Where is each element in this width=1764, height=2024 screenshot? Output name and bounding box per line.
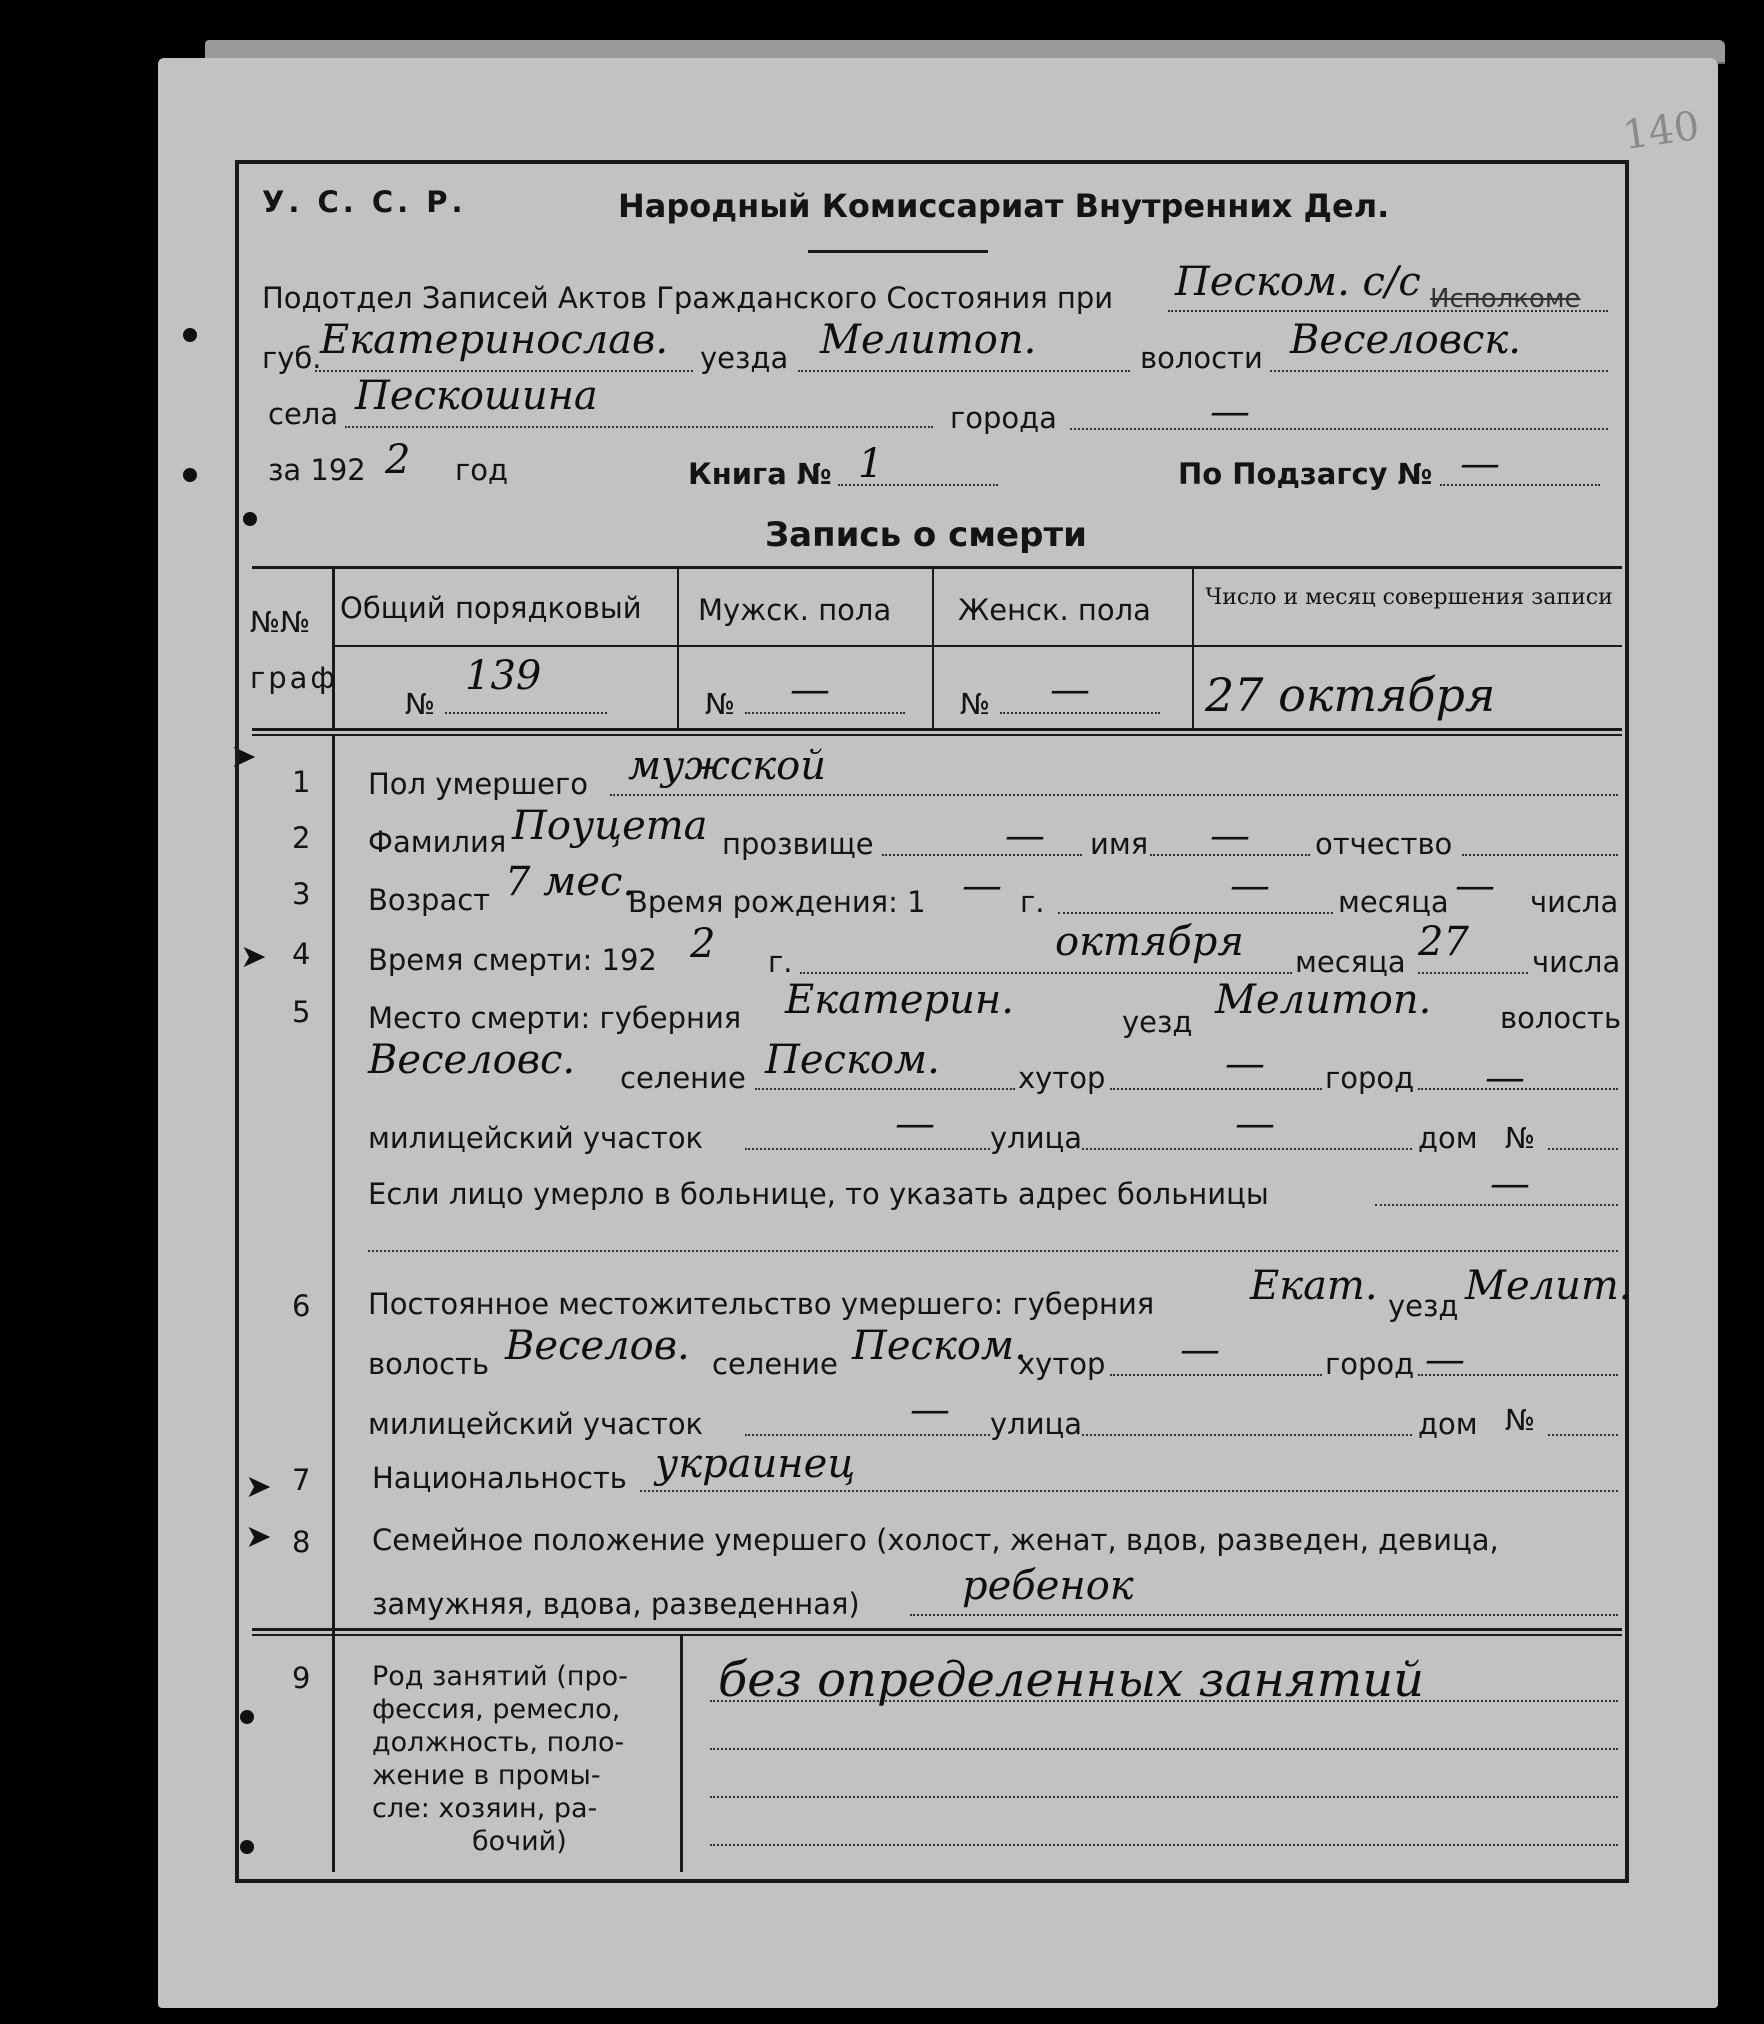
occupation-label-line: Род занятий (про- <box>372 1661 628 1692</box>
row-number: 1 <box>292 765 311 799</box>
col-nn-label: №№ <box>250 605 311 639</box>
gub-value: Екатеринослав. <box>320 317 669 363</box>
birth-day-label: числа <box>1530 885 1619 919</box>
birth-day-value: — <box>1455 863 1495 909</box>
marital-label-line2: замужняя, вдова, разведенная) <box>372 1587 860 1621</box>
row-number: 7 <box>292 1463 311 1497</box>
fill-line <box>1082 1434 1412 1436</box>
col-male-label: Мужск. пола <box>698 593 892 627</box>
gorod-value: — <box>1210 389 1250 435</box>
year-value: 2 <box>385 437 411 483</box>
death-place-khutor-label: хутор <box>1018 1061 1106 1095</box>
subdept-label: Подотдел Записей Актов Гражданского Состояния при <box>262 281 1114 315</box>
col-general-label: Общий порядковый <box>340 591 642 625</box>
republic-heading: У. С. С. Р. <box>262 185 467 219</box>
death-place-volost-label: волость <box>1500 1001 1622 1035</box>
table-col-divider <box>332 566 335 728</box>
general-no-sign: № <box>405 687 436 721</box>
fill-line <box>1110 1374 1322 1376</box>
birth-month-value: — <box>1230 863 1270 909</box>
residence-gorod-value: — <box>1425 1337 1465 1383</box>
death-place-gorod-label: город <box>1325 1061 1415 1095</box>
death-street-value: — <box>1235 1101 1275 1147</box>
nationality-value: украинец <box>655 1441 856 1487</box>
occupation-label-line: жение в промы- <box>372 1760 601 1791</box>
marital-value: ребенок <box>962 1563 1134 1609</box>
margin-arrow-mark: ➤ <box>245 1517 272 1555</box>
fill-line <box>800 972 1292 974</box>
book-label: Книга № <box>688 457 832 491</box>
occupation-label-line: фессия, ремесло, <box>372 1694 621 1725</box>
death-year-value: 2 <box>690 921 716 967</box>
podzagsu-value: — <box>1460 441 1500 487</box>
fill-line <box>1070 428 1608 430</box>
name-value: — <box>1210 813 1250 859</box>
residence-gorod-label: город <box>1325 1347 1415 1381</box>
hospital-label: Если лицо умерло в больнице, то указать адрес больницы <box>368 1177 1269 1211</box>
death-year-suffix: г. <box>768 945 793 979</box>
subdept-value: Песком. с/с <box>1175 259 1421 305</box>
death-place-volost-value: Веселовс. <box>368 1037 576 1083</box>
fill-line <box>1270 370 1608 372</box>
margin-arrow-mark: ➤ <box>240 937 267 975</box>
year-prefix: за 192 <box>268 453 366 487</box>
table-top-rule <box>252 566 1622 569</box>
birth-year-suffix: г. <box>1020 885 1045 919</box>
residence-khutor-label: хутор <box>1018 1347 1106 1381</box>
residence-volost-value: Веселов. <box>505 1323 690 1369</box>
volost-value: Веселовск. <box>1290 317 1521 363</box>
female-number-value: — <box>1050 667 1090 713</box>
gub-label: губ. <box>262 341 322 375</box>
fill-line <box>745 1434 990 1436</box>
age-label: Возраст <box>368 883 491 917</box>
death-month-label: месяца <box>1295 945 1406 979</box>
residence-house-label: дом <box>1418 1407 1478 1441</box>
residence-khutor-value: — <box>1180 1327 1220 1373</box>
death-place-selo-label: селение <box>620 1061 746 1095</box>
commissariat-heading: Народный Комиссариат Внутренних Дел. <box>618 187 1390 225</box>
surname-value: Поуцета <box>512 803 708 849</box>
row-number: 6 <box>292 1289 311 1323</box>
surname-label: Фамилия <box>368 825 507 859</box>
table-col-divider <box>1192 566 1194 728</box>
fill-line <box>315 370 693 372</box>
header-divider <box>808 250 988 253</box>
year-suffix: год <box>455 453 509 487</box>
margin-arrow-mark: ➤ <box>230 737 257 775</box>
death-sex-label: Пол умершего <box>368 767 588 801</box>
death-militia-label: милицейский участок <box>368 1121 704 1155</box>
selo-label: села <box>268 397 339 431</box>
volost-label: волости <box>1140 341 1263 375</box>
birth-time-label: Время рождения: 1 <box>628 885 926 919</box>
row-number: 2 <box>292 821 311 855</box>
death-place-uezd-label: уезд <box>1122 1005 1193 1039</box>
residence-uezd-label: уезд <box>1388 1289 1459 1323</box>
death-street-label: улица <box>990 1121 1083 1155</box>
occupation-label-line: должность, поло- <box>372 1727 625 1758</box>
table-col-divider <box>677 566 679 728</box>
fill-line <box>445 712 607 714</box>
death-house-sign: № <box>1505 1121 1536 1155</box>
age-value: 7 мес. <box>505 859 636 905</box>
row-number: 3 <box>292 877 311 911</box>
occupation-column-rule <box>680 1636 683 1872</box>
fill-line <box>882 854 1082 856</box>
residence-street-label: улица <box>990 1407 1083 1441</box>
fill-line <box>610 794 1618 796</box>
fill-line <box>710 1796 1618 1798</box>
fill-line <box>345 426 933 428</box>
birth-year-value: — <box>962 863 1002 909</box>
row-number: 4 <box>292 937 311 971</box>
occupation-label <box>372 1660 672 1858</box>
residence-gub-value: Екат. <box>1250 1263 1378 1309</box>
death-place-uezd-value: Мелитоп. <box>1215 977 1432 1023</box>
table-bottom-rule <box>252 734 1622 736</box>
record-title: Запись о смерти <box>765 515 1087 555</box>
margin-arrow-mark: ➤ <box>245 1467 272 1505</box>
fill-line <box>1058 912 1333 914</box>
fill-line <box>1548 1148 1618 1150</box>
death-place-gub-value: Екатерин. <box>785 977 1014 1023</box>
row-number: 5 <box>292 995 311 1029</box>
occupation-label-line: сле: хозяин, ра- <box>372 1793 598 1824</box>
record-date-value: 27 октября <box>1205 668 1496 722</box>
podzagsu-label: По Подзагсу № <box>1178 457 1433 491</box>
fill-line <box>1082 1148 1412 1150</box>
male-number-value: — <box>790 667 830 713</box>
residence-militia-value: — <box>910 1387 950 1433</box>
death-day-label: числа <box>1532 945 1621 979</box>
death-time-label: Время смерти: 192 <box>368 943 657 977</box>
binding-hole <box>183 468 197 482</box>
number-column-rule <box>332 734 335 1872</box>
residence-volost-label: волость <box>368 1347 490 1381</box>
marital-label-line1: Семейное положение умершего (холост, женат, вдов, разведен, девица, <box>372 1523 1499 1557</box>
death-place-selo-value: Песком. <box>765 1037 940 1083</box>
death-day-value: 27 <box>1418 919 1469 965</box>
archive-page-number: 140 <box>1619 102 1702 160</box>
death-militia-value: — <box>895 1101 935 1147</box>
fill-line <box>640 1490 1618 1492</box>
row-number: 8 <box>292 1525 311 1559</box>
death-sex-value: мужской <box>628 743 826 789</box>
residence-house-sign: № <box>1505 1403 1536 1437</box>
gorod-label: города <box>950 401 1057 435</box>
nationality-label: Национальность <box>372 1461 627 1495</box>
book-value: 1 <box>858 441 884 487</box>
fill-line <box>745 1148 990 1150</box>
death-month-value: октября <box>1055 919 1244 965</box>
fill-line <box>1110 1088 1322 1090</box>
patronymic-label: отчество <box>1315 827 1453 861</box>
fill-line <box>368 1250 1618 1252</box>
uezd-value: Мелитоп. <box>820 317 1037 363</box>
fill-line <box>710 1844 1618 1846</box>
nickname-label: прозвище <box>722 827 874 861</box>
col-female-label: Женск. пола <box>958 593 1151 627</box>
residence-selo-label: селение <box>712 1347 838 1381</box>
row-number: 9 <box>292 1661 311 1695</box>
col-date-label: Число и месяц совершения записи <box>1205 585 1613 610</box>
fill-line <box>1418 972 1528 974</box>
fill-line <box>755 1088 1015 1090</box>
fill-line <box>710 1748 1618 1750</box>
female-no-sign: № <box>960 687 991 721</box>
residence-militia-label: милицейский участок <box>368 1407 704 1441</box>
section-rule <box>252 1628 1622 1631</box>
binding-hole <box>183 328 197 342</box>
death-place-gorod-value: — <box>1485 1055 1525 1101</box>
name-label: имя <box>1090 827 1149 861</box>
selo-value: Пескошина <box>355 373 598 419</box>
table-mid-rule <box>335 645 1622 647</box>
occupation-value: без определенных занятий <box>718 1652 1425 1708</box>
nickname-value: — <box>1005 813 1045 859</box>
death-place-khutor-value: — <box>1225 1041 1265 1087</box>
occupation-label-line: бочий) <box>472 1826 567 1857</box>
col-graf-label: граф <box>250 661 339 695</box>
residence-selo-value: Песком. <box>852 1323 1027 1369</box>
table-bottom-rule <box>252 728 1622 731</box>
uezd-label: уезда <box>700 341 789 375</box>
death-house-label: дом <box>1418 1121 1478 1155</box>
death-place-label: Место смерти: губерния <box>368 1001 742 1035</box>
table-col-divider <box>932 566 934 728</box>
suffix-label: Исполкоме <box>1430 284 1581 314</box>
fill-line <box>1548 1434 1618 1436</box>
male-no-sign: № <box>705 687 736 721</box>
fill-line <box>798 370 1130 372</box>
hospital-value: — <box>1490 1161 1530 1207</box>
fill-line <box>910 1614 1618 1616</box>
fill-line <box>1462 854 1618 856</box>
birth-month-label: месяца <box>1338 885 1449 919</box>
residence-label: Постоянное местожительство умершего: губерния <box>368 1287 1155 1321</box>
general-number-value: 139 <box>465 653 542 699</box>
section-rule <box>252 1634 1622 1636</box>
residence-uezd-value: Мелит. <box>1465 1263 1632 1309</box>
